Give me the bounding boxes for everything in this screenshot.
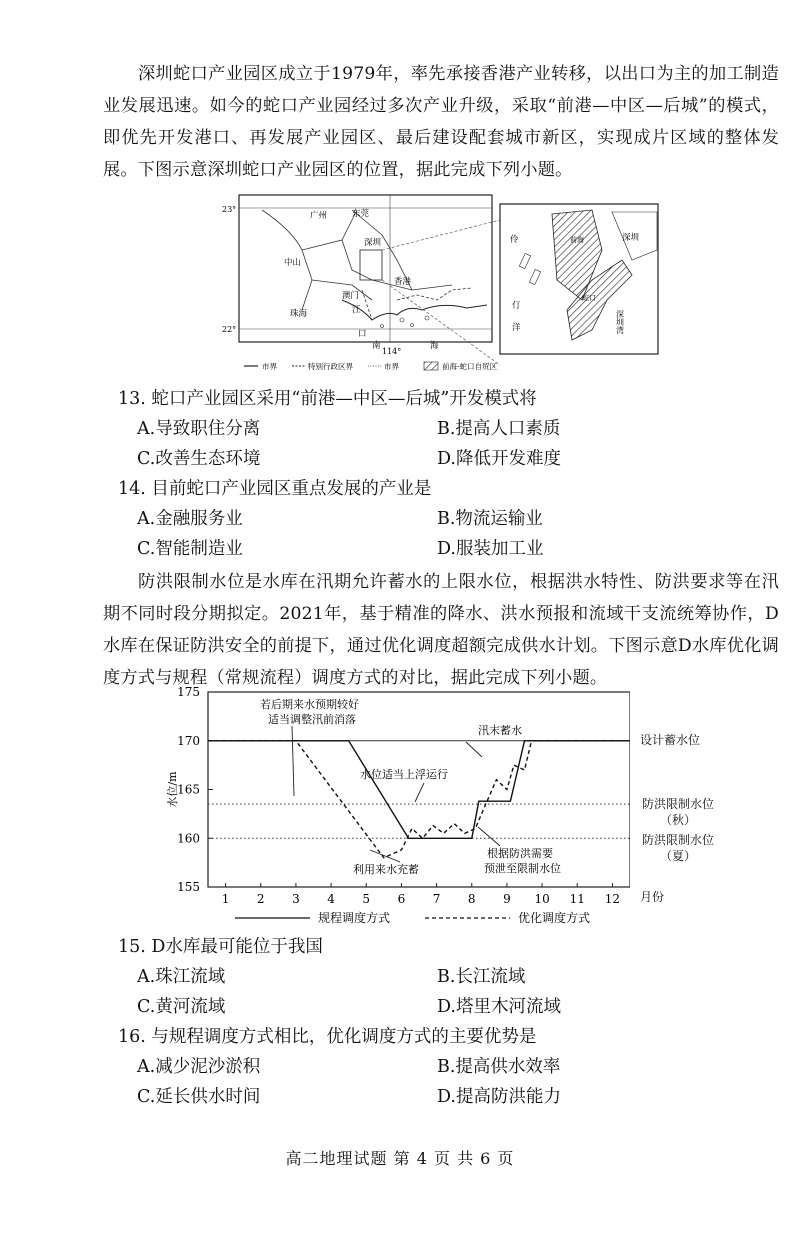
lat-23-label: 23° [222, 205, 237, 214]
annotation-end-flood: 汛末蓄水 [478, 724, 522, 737]
x-tick-label: 4 [327, 892, 335, 906]
q14-option-b[interactable]: B.物流运输业 [437, 509, 543, 529]
annotation-predischarge: 预泄至限制水位 [484, 862, 561, 875]
legend-optimized-label: 优化调度方式 [518, 911, 591, 925]
q15-option-a[interactable]: A.珠江流域 [137, 967, 226, 987]
x-tick-label: 1 [221, 892, 230, 906]
ref-label-autumn: 防洪限制水位 （秋） [641, 797, 714, 827]
place-label: 南 [372, 341, 381, 351]
ref-label-design: 设计蓄水位 [640, 733, 701, 747]
q13-option-c[interactable]: C.改善生态环境 [137, 449, 261, 469]
inset-label: 仃 [512, 301, 521, 311]
question-14: 14. 目前蛇口产业园区重点发展的产业是 [118, 479, 432, 499]
place-label: 深圳 [364, 238, 382, 248]
passage-1: 深圳蛇口产业园区成立于1979年，率先承接香港产业转移，以出口为主的加工制造业发展迅速。如今的蛇口产业园经过多次产业升级，采取“前港—中区—后城”的模式，即优先开发港口、再发展产业园区、最后建设配套城市新区，实现成片区域的整体发展。下图示意深圳蛇口产业园区的位置，据此完成下列小题。 [103, 64, 779, 180]
x-tick-label: 6 [397, 892, 406, 906]
ref-label-summer: 防洪限制水位 （夏） [641, 833, 714, 863]
q15-option-b[interactable]: B.长江流域 [437, 967, 526, 987]
place-label: 东莞 [352, 209, 370, 219]
inset-label: 深圳湾 [615, 310, 625, 334]
page-footer: 高二地理试题 第 4 页 共 6 页 [285, 1149, 515, 1168]
map-figure [222, 190, 662, 372]
annotation-preflood: 若后期来水预期较好 [260, 698, 359, 711]
legend-label: 市界 [384, 362, 399, 371]
annotation-arrow [292, 726, 294, 796]
q13-option-b[interactable]: B.提高人口素质 [437, 419, 561, 439]
x-tick-label: 7 [432, 892, 441, 906]
reservoir-chart [160, 682, 630, 932]
x-tick-label: 5 [362, 892, 371, 906]
q14-option-c[interactable]: C.智能制造业 [137, 539, 243, 559]
y-tick-label: 170 [177, 733, 200, 748]
q15-option-d[interactable]: D.塔里木河流域 [437, 997, 561, 1017]
legend-label: 特别行政区界 [308, 362, 353, 371]
x-tick-label: 10 [534, 892, 550, 906]
x-tick-label: 11 [569, 892, 585, 906]
annotation-arrow [415, 783, 424, 802]
place-label: 广州 [310, 211, 328, 221]
inset-label: 洋 [512, 323, 521, 333]
q16-option-d[interactable]: D.提高防洪能力 [437, 1087, 561, 1107]
place-label: 江 [352, 305, 361, 315]
place-label: 中山 [284, 258, 302, 268]
q13-option-d[interactable]: D.降低开发难度 [437, 449, 561, 469]
annotation-preflood: 适当调整汛前消落 [268, 713, 356, 726]
x-tick-label: 8 [467, 892, 476, 906]
legend-label: 市界 [262, 362, 277, 371]
place-label: 香港 [394, 277, 412, 287]
place-label: 珠海 [290, 309, 308, 319]
x-tick-label: 2 [256, 892, 265, 906]
q16-option-c[interactable]: C.延长供水时间 [137, 1087, 261, 1107]
q14-option-a[interactable]: A.金融服务业 [137, 509, 243, 529]
y-tick-label: 175 [177, 685, 200, 699]
y-axis-label: 水位/m [166, 771, 179, 808]
series-optimized-line [208, 741, 630, 858]
question-16: 16. 与规程调度方式相比，优化调度方式的主要优势是 [118, 1027, 537, 1047]
inset-label: 蛇口 [582, 294, 596, 302]
lat-22-label: 22° [222, 325, 237, 334]
annotation-predischarge: 根据防洪需要 [487, 847, 553, 860]
place-label: 澳门 [342, 291, 360, 301]
x-tick-label: 3 [292, 892, 300, 906]
q16-option-b[interactable]: B.提高供水效率 [437, 1057, 561, 1077]
annotation-float: 水位适当上浮运行 [360, 768, 448, 781]
legend-regular-label: 规程调度方式 [318, 911, 391, 925]
place-label: 口 [358, 329, 367, 339]
q13-option-a[interactable]: A.导致职住分离 [137, 419, 261, 439]
y-tick-label: 155 [177, 880, 200, 894]
inset-label: 前海 [570, 236, 584, 244]
inset-label: 伶 [510, 235, 519, 245]
place-label: 海 [430, 341, 439, 351]
x-tick-label: 9 [503, 892, 511, 906]
lon-114-label: 114° [382, 347, 402, 356]
annotation-arrow [478, 827, 500, 846]
series-regular-line [208, 741, 630, 839]
q15-option-c[interactable]: C.黄河流域 [137, 997, 226, 1017]
question-13: 13. 蛇口产业园区采用“前港—中区—后城”开发模式将 [118, 389, 537, 409]
inset-label: 深圳 [622, 233, 640, 243]
y-tick-label: 160 [177, 831, 200, 846]
y-tick-label: 165 [177, 782, 200, 797]
legend-label: 前海-蛇口自贸区 [442, 362, 498, 371]
q14-option-d[interactable]: D.服装加工业 [437, 539, 544, 559]
question-15: 15. D水库最可能位于我国 [118, 937, 323, 957]
passage-2: 防洪限制水位是水库在汛期允许蓄水的上限水位，根据洪水特性、防洪要求等在汛期不同时段分期拟定。2021年，基于精准的降水、洪水预报和流域干支流统筹协作，D水库在保证防洪安全的前提下，通过优化调度超额完成供水计划。下图示意D水库优化调度方式与规程（常规流程）调度方式的对比，据此完成下列小题。 [103, 572, 779, 688]
x-axis-label: 月份 [640, 890, 665, 904]
q16-option-a[interactable]: A.减少泥沙淤积 [137, 1057, 261, 1077]
annotation-fill: 利用来水充蓄 [353, 863, 419, 876]
annotation-arrow [466, 742, 482, 757]
x-tick-label: 12 [604, 892, 621, 906]
